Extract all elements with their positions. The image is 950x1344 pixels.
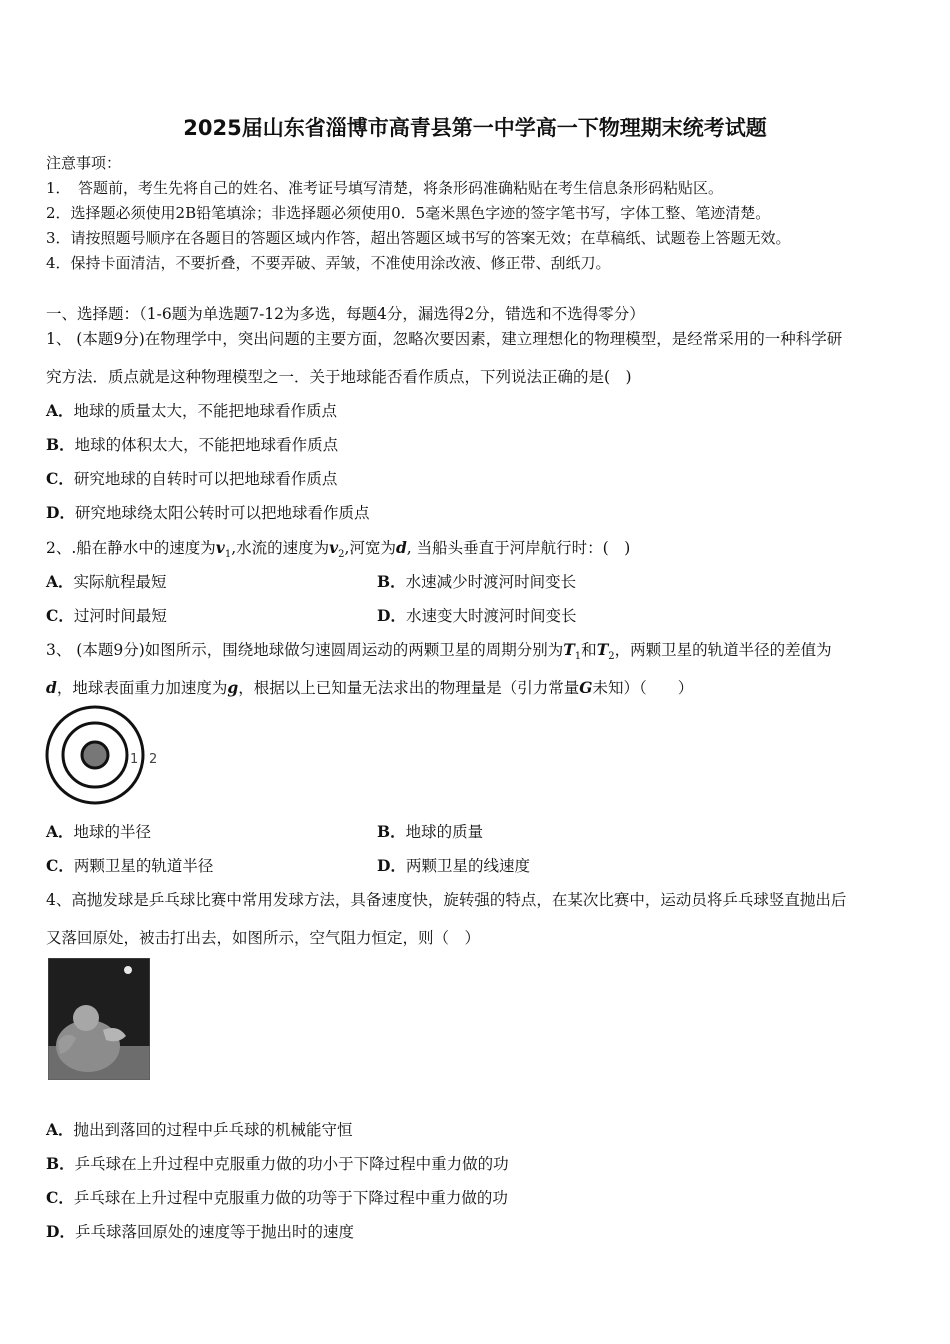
option-letter: D． <box>377 856 406 875</box>
q3-option-a <box>46 820 151 842</box>
option-letter: B． <box>377 572 406 591</box>
q4-option-a <box>46 1118 353 1140</box>
q1-option-a <box>46 399 337 421</box>
option-text: 地球的质量太大，不能把地球看作质点 <box>73 402 338 420</box>
q3-stem-line2: d，地球表面重力加速度为g，根据以上已知量无法求出的物理量是（引力常量G未知）（ ） <box>46 678 694 697</box>
option-letter: C． <box>46 1188 74 1207</box>
earth <box>82 742 108 768</box>
notice-item: 3．请按照题号顺序在各题目的答题区域内作答，超出答题区域书写的答案无效；在草稿纸、试题卷上答题无效。 <box>46 229 791 247</box>
q2-stem: 2、.船在静水中的速度为$v_1$,水流的速度为$v_2$,河宽为d, 当船头垂直于河岸航行时：( ) <box>46 538 631 561</box>
q4-stem-line1: 4、高抛发球是乒乓球比赛中常用发球方法，具备速度快，旋转强的特点，在某次比赛中，运动员将乒乓球竖直抛出后 <box>46 891 847 909</box>
orbit-diagram <box>44 705 174 805</box>
option-text: 乒乓球落回原处的速度等于抛出时的速度 <box>74 1223 354 1241</box>
option-text: 抛出到落回的过程中乒乓球的机械能守恒 <box>73 1121 353 1139</box>
option-letter: B． <box>46 1154 75 1173</box>
q4-option-b <box>46 1152 509 1174</box>
q1-option-c <box>46 467 337 489</box>
option-letter: B． <box>377 822 406 841</box>
notice-item: 4．保持卡面清洁，不要折叠，不要弄破、弄皱，不准使用涂改液、修正带、刮纸刀。 <box>46 254 611 272</box>
q1-option-b <box>46 433 338 455</box>
option-text: 两颗卫星的轨道半径 <box>73 857 214 875</box>
option-letter: D． <box>377 606 406 625</box>
option-text: 地球的半径 <box>73 823 152 841</box>
option-letter: A． <box>46 1120 74 1139</box>
orbit-label-1: 1 <box>130 752 139 767</box>
option-letter: D． <box>46 1222 75 1241</box>
option-text: 乒乓球在上升过程中克服重力做的功等于下降过程中重力做的功 <box>73 1189 508 1207</box>
notice-item: 1． 答题前，考生先将自己的姓名、准考证号填写清楚，将条形码准确粘贴在考生信息条形码粘贴区。 <box>46 179 724 197</box>
option-text: 乒乓球在上升过程中克服重力做的功小于下降过程中重力做的功 <box>74 1155 509 1173</box>
option-text: 实际航程最短 <box>73 573 167 591</box>
q1-stem-line2: 究方法．质点就是这种物理模型之一．关于地球能否看作质点，下列说法正确的是( ) <box>46 368 632 386</box>
page-title: 2025届山东省淄博市高青县第一中学高一下物理期末统考试题 <box>183 116 767 140</box>
q3-option-b <box>377 820 483 842</box>
q3-stem-line1: 3、 (本题9分)如图所示，围绕地球做匀速圆周运动的两颗卫星的周期分别为$T_1$和$T_2$，两颗卫星的轨道半径的差值为 <box>46 640 832 663</box>
q2-option-a <box>46 570 167 592</box>
q3-option-c <box>46 854 213 876</box>
option-text: 水速变大时渡河时间变长 <box>405 607 577 625</box>
q2-option-d <box>377 604 576 626</box>
notice-heading: 注意事项： <box>46 154 122 172</box>
q4-stem-line2: 又落回原处，被击打出去，如图所示，空气阻力恒定，则（ ） <box>46 929 481 947</box>
option-letter: C． <box>46 469 74 488</box>
notice-item: 2．选择题必须使用2B铅笔填涂；非选择题必须使用0．5毫米黑色字迹的签字笔书写，字体工整、笔迹清楚。 <box>46 204 771 222</box>
q1-stem-line1: 1、 (本题9分)在物理学中，突出问题的主要方面，忽略次要因素，建立理想化的物理模型，是经常采用的一种科学研 <box>46 330 843 348</box>
option-text: 研究地球绕太阳公转时可以把地球看作质点 <box>74 504 370 522</box>
option-letter: A． <box>46 572 74 591</box>
q1-option-d <box>46 501 369 523</box>
option-letter: C． <box>46 856 74 875</box>
q4-option-d <box>46 1220 354 1242</box>
table-tennis-photo <box>48 958 150 1080</box>
option-letter: A． <box>46 401 74 420</box>
option-letter: B． <box>46 435 75 454</box>
player-head <box>73 1005 99 1031</box>
ball <box>124 966 132 974</box>
option-text: 地球的体积太大，不能把地球看作质点 <box>74 436 339 454</box>
option-text: 水速减少时渡河时间变长 <box>405 573 577 591</box>
option-text: 两颗卫星的线速度 <box>405 857 530 875</box>
q3-option-d <box>377 854 530 876</box>
q4-option-c <box>46 1186 508 1208</box>
option-letter: D． <box>46 503 75 522</box>
q2-option-b <box>377 570 576 592</box>
option-text: 过河时间最短 <box>73 607 167 625</box>
option-letter: A． <box>46 822 74 841</box>
option-text: 地球的质量 <box>405 823 484 841</box>
option-letter: C． <box>46 606 74 625</box>
orbit-label-2: 2 <box>149 752 158 767</box>
q2-option-c <box>46 604 167 626</box>
section-heading: 一、选择题：（1-6题为单选题7-12为多选，每题4分，漏选得2分，错选和不选得零分） <box>46 305 645 323</box>
option-text: 研究地球的自转时可以把地球看作质点 <box>73 470 338 488</box>
